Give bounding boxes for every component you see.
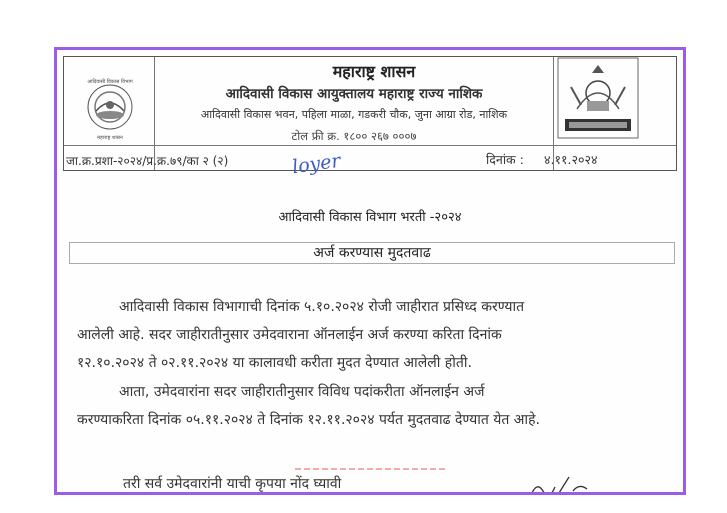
date-value: ४.११.२०२४	[544, 152, 598, 167]
emblem-bottom-text: महाराष्ट्र शासन	[97, 135, 123, 141]
subject-line: आदिवासी विकास विभाग भरती -२०२४	[278, 210, 462, 225]
document-frame	[54, 47, 686, 495]
paragraph-1-line-2: आलेली आहे. सदर जाहीरातीनुसार उमेदवाराना ऑनलाईन अर्ज करण्या करिता दिनांक	[77, 327, 502, 343]
signature-icon	[529, 473, 619, 495]
government-name: महाराष्ट्र शासन	[332, 62, 416, 81]
reference-number: जा.क्र.प्रशा-२०२४/प्र.क्र.७९/का २ (२)	[66, 154, 229, 168]
stamp-mark	[295, 468, 445, 470]
office-address: आदिवासी विकास भवन, पहिला माळा, गडकरी चौक, जुना आग्रा रोड, नाशिक	[200, 108, 508, 121]
department-emblem-icon	[78, 75, 142, 145]
paragraph-1-line-1: आदिवासी विकास विभागाची दिनांक ५.१०.२०२४ रोजी जाहीरात प्रसिध्द करण्यात	[119, 299, 525, 315]
paragraph-2-line-1: आता, उमेदवारांना सदर जाहीरातीनुसार विविध पदांकरीता ऑनलाईन अर्ज	[119, 384, 485, 400]
paragraph-2-line-2: करण्याकरिता दिनांक ०५.११.२०२४ ते दिनांक १२.११.२०२४ पर्यत मुदतवाढ देण्यात येत आहे.	[77, 412, 540, 428]
date-label: दिनांक :	[486, 152, 524, 167]
emblem-top-text: आदिवासी विकास विभाग	[87, 79, 133, 85]
notice-title: अर्ज करण्यास मुदतवाढ	[69, 242, 675, 264]
office-name: आदिवासी विकास आयुक्तालय महाराष्ट्र राज्य नाशिक	[225, 86, 483, 102]
letterhead	[63, 56, 677, 179]
paragraph-3-line-1: तरी सर्व उमेदवारांनी याची कृपया नोंद घ्यावी	[123, 476, 342, 492]
letterhead-divider-bottom	[64, 145, 676, 146]
letter-document	[57, 50, 683, 492]
toll-free-number: टोल फ्री क्र. १८०० २६७ ०००७	[291, 129, 417, 143]
state-emblem-icon	[557, 57, 639, 139]
handwritten-note: loyer	[290, 149, 342, 179]
paragraph-1-line-3: १२.१०.२०२४ ते ०२.११.२०२४ या कालावधी करीता मुदत देण्यात आलेली होती.	[77, 355, 472, 371]
